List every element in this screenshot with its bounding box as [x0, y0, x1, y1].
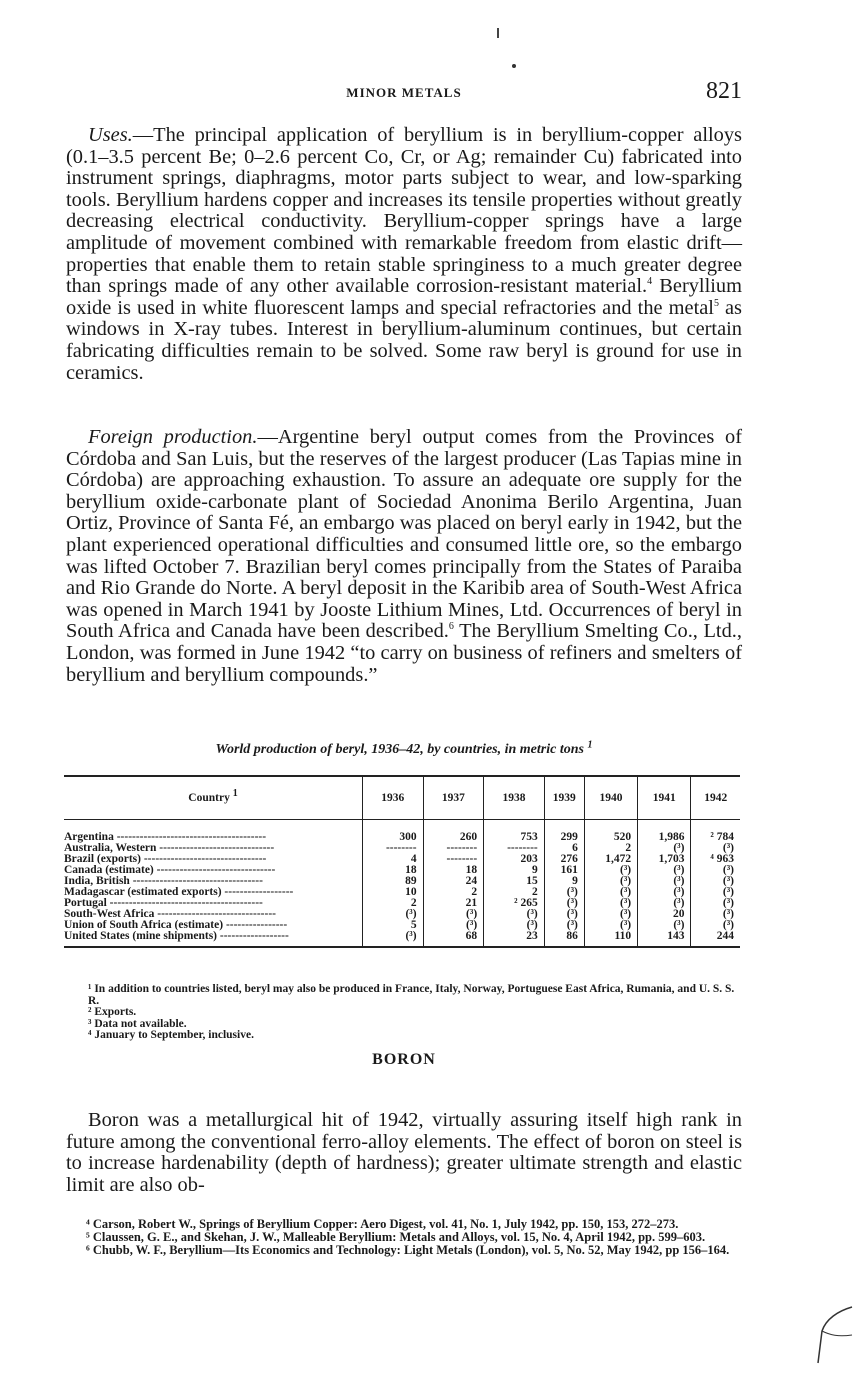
value-cell: 86 [544, 931, 584, 947]
table-caption-text: World production of beryl, 1936–42, by countries, in metric tons [215, 742, 584, 757]
value-cell: (³) [363, 931, 424, 947]
value-cell: 2 [423, 887, 484, 898]
table-header-row [64, 776, 740, 820]
value-cell: (³) [584, 898, 637, 909]
boron-heading: BORON [372, 1051, 436, 1068]
value-cell: (³) [638, 843, 691, 854]
value-cell: 753 [484, 820, 545, 844]
value-cell: (³) [638, 898, 691, 909]
value-cell: 4 [363, 854, 424, 865]
uses-text-b: Beryllium oxide is used in white fluorescent lamps and special refractories and the metal [66, 275, 742, 319]
value-cell: (³) [423, 920, 484, 931]
value-cell: 18 [423, 865, 484, 876]
value-cell: (³) [691, 887, 740, 898]
value-cell: 260 [423, 820, 484, 844]
country-cell: Argentina --------------------------------------- [64, 831, 267, 843]
value-cell: 110 [584, 931, 637, 947]
value-cell: 300 [363, 820, 424, 844]
value-cell: (³) [423, 909, 484, 920]
value-cell: 9 [544, 876, 584, 887]
value-cell: ² 265 [484, 898, 545, 909]
footnotes [66, 1218, 742, 1257]
scan-speck [497, 28, 499, 38]
value-cell: 1,703 [638, 854, 691, 865]
country-cell: Madagascar (estimated exports) ------------------ [64, 886, 294, 898]
value-cell: 23 [484, 931, 545, 947]
value-cell: (³) [484, 920, 545, 931]
table-body [64, 820, 740, 948]
footnote: ⁴ Carson, Robert W., Springs of Beryllium Copper: Aero Digest, vol. 41, No. 1, July 1942, pp. 150, 153, 272–273. [86, 1217, 679, 1231]
value-cell: 161 [544, 865, 584, 876]
value-cell: (³) [584, 865, 637, 876]
footnote: ⁵ Claussen, G. E., and Skehan, J. W., Malleable Beryllium: Metals and Alloys, vol. 15, No. 4, April 1942, pp. 599–603. [86, 1230, 706, 1244]
value-cell: 299 [544, 820, 584, 844]
boron-paragraph [66, 1110, 742, 1196]
value-cell: -------- [484, 843, 545, 854]
value-cell: -------- [423, 843, 484, 854]
foreign-text-a: —Argentine beryl output comes from the Provinces of Córdoba and San Luis, but the reserves of the largest producer (Las Tapias mine in Córdoba) are approaching exhaustion. To assure an adequate ore supply for the beryllium oxide-carbonate plant of Sociedad Anonima Berilo Argentina, Juan Ortiz, Province of Santa Fé, an embargo was placed on beryl early in 1942, but the plant experienced operational difficulties and consumed little ore, so the embargo was lifted October 7. Brazilian beryl comes principally from the States of Paraiba and Rio Grande do Norte. A beryl deposit in the Karibib area of South-West Africa was opened in March 1941 by Jooste Lithium Mines, Ltd. Occurrences of beryl in South Africa and Canada have been described. [66, 426, 742, 643]
value-cell: (³) [691, 898, 740, 909]
value-cell: (³) [484, 909, 545, 920]
footnote-ref-6: 6 [448, 621, 454, 633]
column-header: Country $^1$ [64, 776, 363, 820]
country-cell: Union of South Africa (estimate) ---------------- [64, 919, 288, 931]
value-cell: 2 [484, 887, 545, 898]
page-header [66, 78, 742, 108]
table-row [64, 820, 740, 844]
value-cell: (³) [584, 920, 637, 931]
running-title: MINOR METALS [346, 85, 462, 100]
value-cell: 2 [584, 843, 637, 854]
value-cell: -------- [423, 854, 484, 865]
value-cell: ² 784 [691, 820, 740, 844]
value-cell: (³) [691, 843, 740, 854]
value-cell: (³) [691, 909, 740, 920]
scan-speck [512, 64, 516, 68]
country-cell: India, British ---------------------------------- [64, 875, 263, 887]
value-cell: (³) [691, 876, 740, 887]
value-cell: (³) [638, 865, 691, 876]
uses-text-a: —The principal application of beryllium is in beryllium-copper alloys (0.1–3.5 percent Be; 0–2.6 percent Co, Cr, or Ag; remainder Cu) fabricated into instrument springs, diaphragms, motor parts subject to wear, and low-sparking tools. Beryllium hardens copper and increases its tensile properties without greatly decreasing electrical conductivity. Beryllium-copper springs have a large amplitude of movement combined with remarkable freedom from elastic drift—properties that enable them to retain stable springiness to a much greater degree than springs made of any other available corrosion-resistant material. [66, 124, 742, 298]
table-note: ⁴ January to September, inclusive. [88, 1029, 254, 1041]
value-cell: (³) [638, 876, 691, 887]
value-cell: 10 [363, 887, 424, 898]
value-cell: 2 [363, 898, 424, 909]
country-cell: South-West Africa ------------------------------- [64, 908, 276, 920]
column-header: 1941 [638, 776, 691, 820]
page-corner-mark [808, 1305, 853, 1365]
value-cell: 68 [423, 931, 484, 947]
value-cell: 1,986 [638, 820, 691, 844]
page-number: 821 [706, 78, 742, 104]
beryl-production-table [64, 775, 740, 948]
value-cell: 520 [584, 820, 637, 844]
footnote: ⁶ Chubb, W. F., Beryllium—Its Economics and Technology: Light Metals (London), vol. 5, No. 52, May 1942, pp 156–164. [86, 1243, 730, 1257]
value-cell: (³) [544, 909, 584, 920]
uses-paragraph [66, 125, 742, 384]
value-cell: 203 [484, 854, 545, 865]
column-header-ref: 1 [232, 788, 238, 800]
value-cell: (³) [544, 887, 584, 898]
value-cell: 244 [691, 931, 740, 947]
uses-lead: Uses. [88, 124, 133, 146]
foreign-lead: Foreign production. [88, 426, 258, 448]
value-cell: (³) [584, 887, 637, 898]
column-header: 1936 [363, 776, 424, 820]
value-cell: (³) [584, 876, 637, 887]
value-cell: 5 [363, 920, 424, 931]
foreign-text-b: The Beryllium Smelting Co., Ltd., London, was formed in June 1942 “to carry on business of refiners and smelters of beryllium and beryllium compounds.” [66, 620, 742, 686]
value-cell: 24 [423, 876, 484, 887]
value-cell: 89 [363, 876, 424, 887]
table-caption [66, 739, 742, 758]
value-cell: ⁴ 963 [691, 854, 740, 865]
table-note: ¹ In addition to countries listed, beryl may also be produced in France, Italy, Norway, Portuguese East Africa, Rumania, and U. S. S. R. [88, 983, 735, 1007]
value-cell: (³) [691, 865, 740, 876]
footnote-ref-5: 5 [713, 297, 719, 309]
foreign-production-paragraph [66, 427, 742, 686]
value-cell: 15 [484, 876, 545, 887]
value-cell: 1,472 [584, 854, 637, 865]
table-note: ² Exports. [88, 1006, 137, 1018]
value-cell: (³) [544, 920, 584, 931]
value-cell: (³) [544, 898, 584, 909]
value-cell: (³) [638, 887, 691, 898]
column-header: 1938 [484, 776, 545, 820]
value-cell: 6 [544, 843, 584, 854]
footnote-ref-4: 4 [647, 276, 653, 288]
table-caption-ref: 1 [587, 739, 593, 751]
column-header: 1940 [584, 776, 637, 820]
value-cell: 21 [423, 898, 484, 909]
value-cell: 20 [638, 909, 691, 920]
table-notes [66, 984, 742, 1042]
country-cell: Portugal ---------------------------------------- [64, 897, 263, 909]
table-row [64, 931, 740, 947]
boron-text: Boron was a metallurgical hit of 1942, virtually assuring itself high rank in future among the conventional ferro-alloy elements. The effect of boron on steel is to increase hardenability (depth of hardness); greater ultimate strength and elastic limit are also ob- [66, 1109, 742, 1196]
value-cell: 18 [363, 865, 424, 876]
value-cell: (³) [691, 920, 740, 931]
value-cell: -------- [363, 843, 424, 854]
country-cell: Canada (estimate) ------------------------------- [64, 864, 276, 876]
value-cell: (³) [584, 909, 637, 920]
country-cell: Brazil (exports) -------------------------------- [64, 853, 267, 865]
table-note: ³ Data not available. [88, 1017, 187, 1030]
value-cell: (³) [363, 909, 424, 920]
column-header: 1937 [423, 776, 484, 820]
value-cell: 276 [544, 854, 584, 865]
column-header: 1942 [691, 776, 740, 820]
column-header: 1939 [544, 776, 584, 820]
uses-text-c: as windows in X-ray tubes. Interest in beryllium-aluminum continues, but certain fabricating difficulties remain to be solved. Some raw beryl is ground for use in ceramics. [66, 296, 742, 384]
country-cell: Australia, Western ------------------------------ [64, 842, 275, 854]
value-cell: 9 [484, 865, 545, 876]
value-cell: (³) [638, 920, 691, 931]
country-cell: United States (mine shipments) ------------------ [64, 931, 363, 947]
value-cell: 143 [638, 931, 691, 947]
